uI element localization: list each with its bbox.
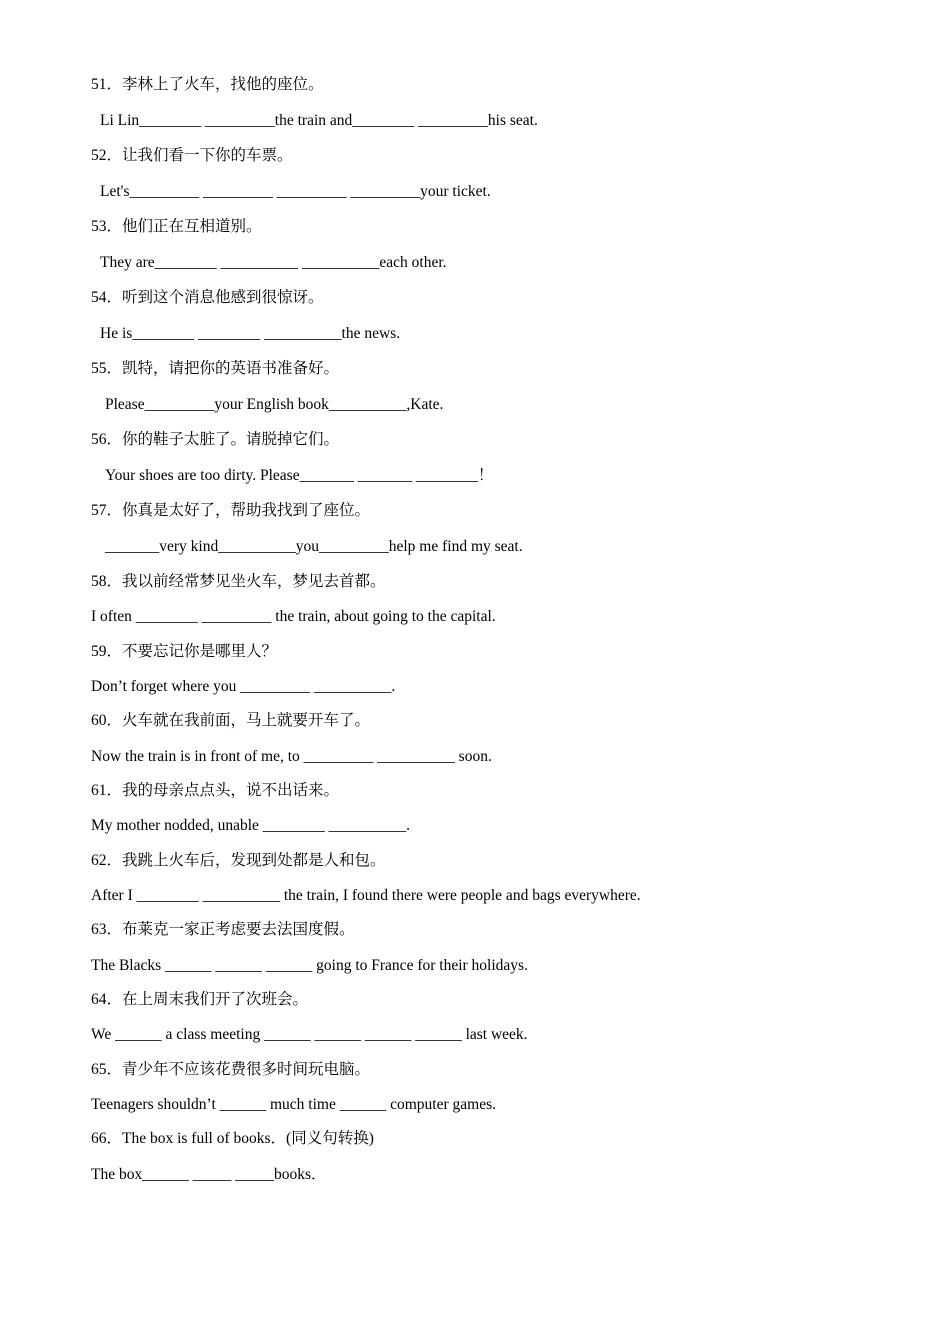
question-60-prompt: 60．火车就在我前面，马上就要开车了。 xyxy=(91,712,371,729)
question-57-prompt: 57．你真是太好了，帮助我找到了座位。 xyxy=(91,502,371,519)
question-64-prompt: 64．在上周末我们开了次班会。 xyxy=(91,991,309,1008)
question-56-prompt: 56．你的鞋子太脏了。请脱掉它们。 xyxy=(91,431,340,448)
question-66-prompt: 66．The box is full of books．(同义句转换) xyxy=(91,1130,374,1147)
question-53-answer: They are________ __________ __________each other. xyxy=(100,254,447,271)
question-66-answer: The box______ _____ _____books． xyxy=(91,1166,327,1183)
question-58-answer: I often ________ _________ the train, about going to the capital. xyxy=(91,608,496,625)
question-63-prompt: 63．布莱克一家正考虑要去法国度假。 xyxy=(91,921,355,938)
question-58-prompt: 58．我以前经常梦见坐火车，梦见去首都。 xyxy=(91,573,386,590)
question-55-answer: Please_________your English book__________,Kate. xyxy=(105,396,444,413)
question-60-answer: Now the train is in front of me, to _________ __________ soon. xyxy=(91,748,492,765)
question-62-prompt: 62．我跳上火车后，发现到处都是人和包。 xyxy=(91,852,386,869)
question-55-prompt: 55．凯特，请把你的英语书准备好。 xyxy=(91,360,340,377)
question-64-answer: We ______ a class meeting ______ ______ ______ ______ last week. xyxy=(91,1026,528,1043)
question-61-answer: My mother nodded, unable ________ __________. xyxy=(91,817,411,834)
question-59-answer: Don’t forget where you _________ __________. xyxy=(91,678,396,695)
question-52-answer: Let's_________ _________ _________ _________your ticket. xyxy=(100,183,491,200)
question-65-answer: Teenagers shouldn’t ______ much time ______ computer games. xyxy=(91,1096,496,1113)
question-56-answer: Your shoes are too dirty. Please_______ _______ ________！ xyxy=(105,467,494,484)
question-51-prompt: 51．李林上了火车，找他的座位。 xyxy=(91,76,324,93)
question-62-answer: After I ________ __________ the train, I found there were people and bags everywhere. xyxy=(91,887,641,904)
question-54-answer: He is________ ________ __________the news. xyxy=(100,325,401,342)
question-53-prompt: 53．他们正在互相道别。 xyxy=(91,218,262,235)
question-52-prompt: 52．让我们看一下你的车票。 xyxy=(91,147,293,164)
question-63-answer: The Blacks ______ ______ ______ going to France for their holidays. xyxy=(91,957,528,974)
question-54-prompt: 54．听到这个消息他感到很惊讶。 xyxy=(91,289,324,306)
question-59-prompt: 59．不要忘记你是哪里人？ xyxy=(91,643,278,660)
question-61-prompt: 61．我的母亲点点头，说不出话来。 xyxy=(91,782,340,799)
question-57-answer: _______very kind__________you_________help me find my seat. xyxy=(105,538,523,555)
question-51-answer: Li Lin________ _________the train and________ _________his seat. xyxy=(100,112,538,129)
question-65-prompt: 65．青少年不应该花费很多时间玩电脑。 xyxy=(91,1061,371,1078)
